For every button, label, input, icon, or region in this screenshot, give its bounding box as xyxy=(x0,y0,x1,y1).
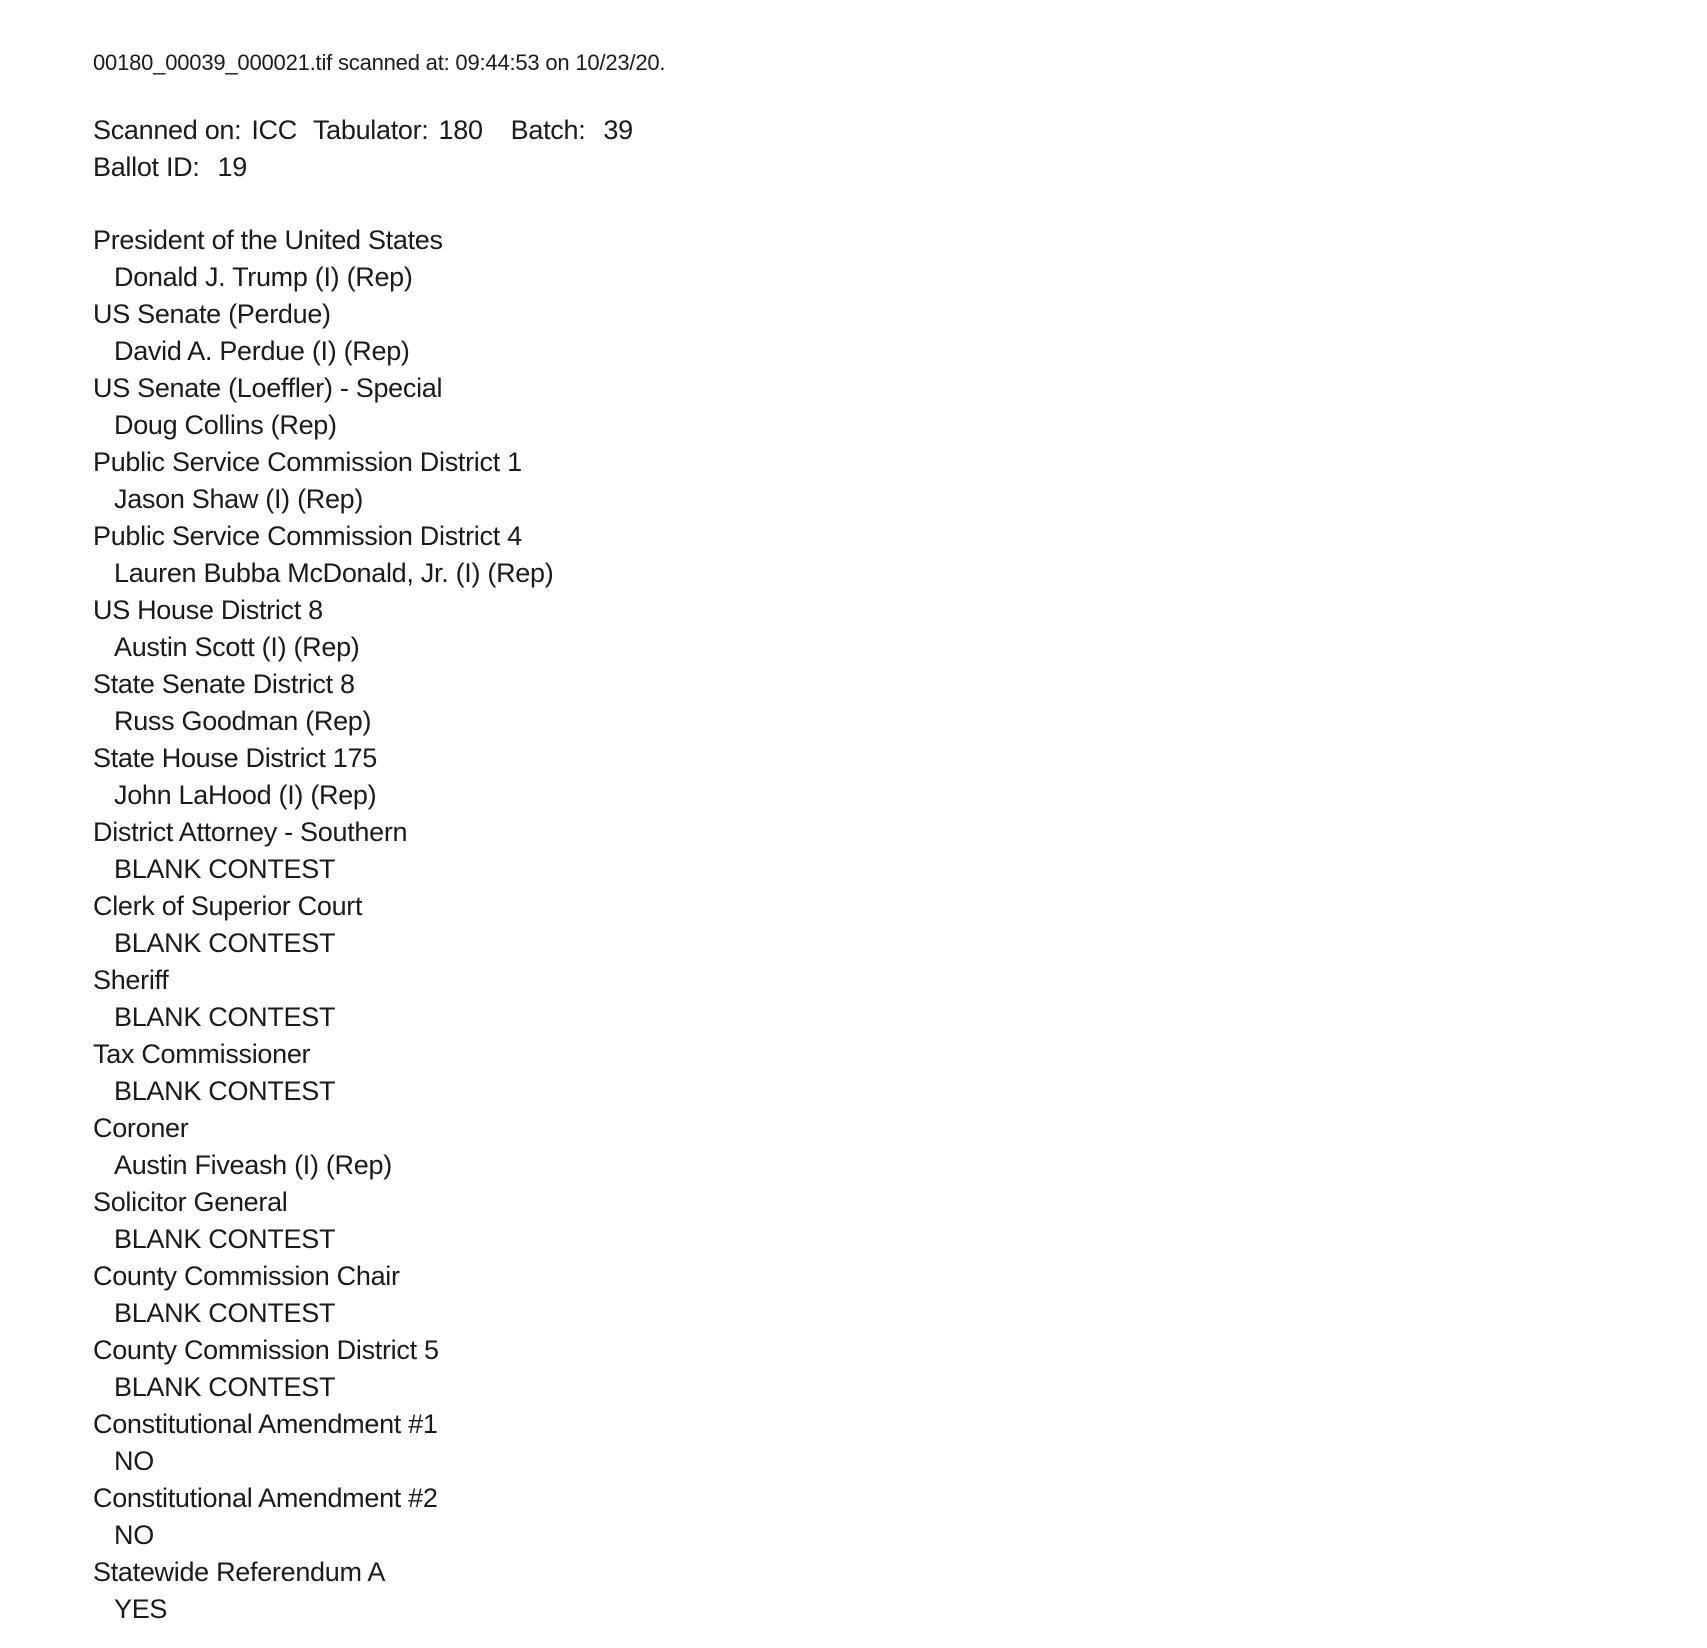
ballot-id-value: 19 xyxy=(217,152,247,182)
contest-row xyxy=(93,518,1667,592)
contest-row xyxy=(93,370,1667,444)
contest-row xyxy=(93,814,1667,888)
scan-filename-line: 00180_00039_000021.tif scanned at: 09:44:53 on 10/23/20. xyxy=(93,50,666,75)
tabulator-value: 180 xyxy=(438,115,483,145)
ballot-id-line xyxy=(93,149,1667,186)
batch-value: 39 xyxy=(603,115,633,145)
contest-row xyxy=(93,1036,1667,1110)
contest-selection: YES xyxy=(114,1594,168,1624)
contest-row xyxy=(93,296,1667,370)
tabulator-label: Tabulator: xyxy=(312,115,429,145)
contest-title: Clerk of Superior Court xyxy=(93,891,363,921)
contest-title: State Senate District 8 xyxy=(93,669,355,699)
contest-selection: BLANK CONTEST xyxy=(114,1298,336,1328)
contest-selection: Austin Scott (I) (Rep) xyxy=(114,632,360,662)
contest-row xyxy=(93,592,1667,666)
contest-selection: Donald J. Trump (I) (Rep) xyxy=(114,262,413,292)
contest-selection: Russ Goodman (Rep) xyxy=(114,706,372,736)
contest-title: Sheriff xyxy=(93,965,169,995)
contest-title: US Senate (Perdue) xyxy=(93,299,331,329)
contest-row xyxy=(93,740,1667,814)
contest-row xyxy=(93,1554,1667,1628)
contest-row xyxy=(93,1480,1667,1554)
contest-selection: BLANK CONTEST xyxy=(114,1076,336,1106)
contest-title: Public Service Commission District 4 xyxy=(93,521,522,551)
contest-row xyxy=(93,962,1667,1036)
contest-selection: NO xyxy=(114,1520,154,1550)
contest-list xyxy=(93,222,1667,1628)
contest-title: District Attorney - Southern xyxy=(93,817,408,847)
contest-selection: BLANK CONTEST xyxy=(114,1002,336,1032)
batch-label: Batch: xyxy=(510,115,586,145)
ballot-id-label: Ballot ID: xyxy=(93,152,200,182)
contest-selection: NO xyxy=(114,1446,154,1476)
contest-title: County Commission District 5 xyxy=(93,1335,439,1365)
contest-title: US House District 8 xyxy=(93,595,323,625)
scan-meta-line xyxy=(93,112,1667,149)
contest-selection: Lauren Bubba McDonald, Jr. (I) (Rep) xyxy=(114,558,554,588)
contest-row xyxy=(93,1332,1667,1406)
contest-selection: BLANK CONTEST xyxy=(114,1224,336,1254)
contest-selection: Doug Collins (Rep) xyxy=(114,410,337,440)
contest-title: Tax Commissioner xyxy=(93,1039,311,1069)
contest-row xyxy=(93,1406,1667,1480)
contest-title: County Commission Chair xyxy=(93,1261,400,1291)
contest-title: Solicitor General xyxy=(93,1187,288,1217)
contest-row xyxy=(93,888,1667,962)
contest-row xyxy=(93,1184,1667,1258)
contest-selection: Jason Shaw (I) (Rep) xyxy=(114,484,364,514)
scanned-on-label: Scanned on: xyxy=(93,115,242,145)
contest-title: Statewide Referendum A xyxy=(93,1557,386,1587)
contest-selection: BLANK CONTEST xyxy=(114,928,336,958)
contest-title: State House District 175 xyxy=(93,743,377,773)
contest-title: Public Service Commission District 1 xyxy=(93,447,522,477)
contest-row xyxy=(93,444,1667,518)
scanned-on-value: ICC xyxy=(251,115,297,145)
contest-title: Constitutional Amendment #1 xyxy=(93,1409,438,1439)
contest-title: Constitutional Amendment #2 xyxy=(93,1483,438,1513)
contest-row xyxy=(93,1110,1667,1184)
contest-title: President of the United States xyxy=(93,225,443,255)
contest-title: Coroner xyxy=(93,1113,189,1143)
contest-selection: John LaHood (I) (Rep) xyxy=(114,780,377,810)
contest-row xyxy=(93,666,1667,740)
contest-selection: BLANK CONTEST xyxy=(114,854,336,884)
contest-row xyxy=(93,222,1667,296)
contest-selection: BLANK CONTEST xyxy=(114,1372,336,1402)
contest-title: US Senate (Loeffler) - Special xyxy=(93,373,443,403)
contest-row xyxy=(93,1258,1667,1332)
contest-selection: Austin Fiveash (I) (Rep) xyxy=(114,1150,392,1180)
contest-selection: David A. Perdue (I) (Rep) xyxy=(114,336,410,366)
